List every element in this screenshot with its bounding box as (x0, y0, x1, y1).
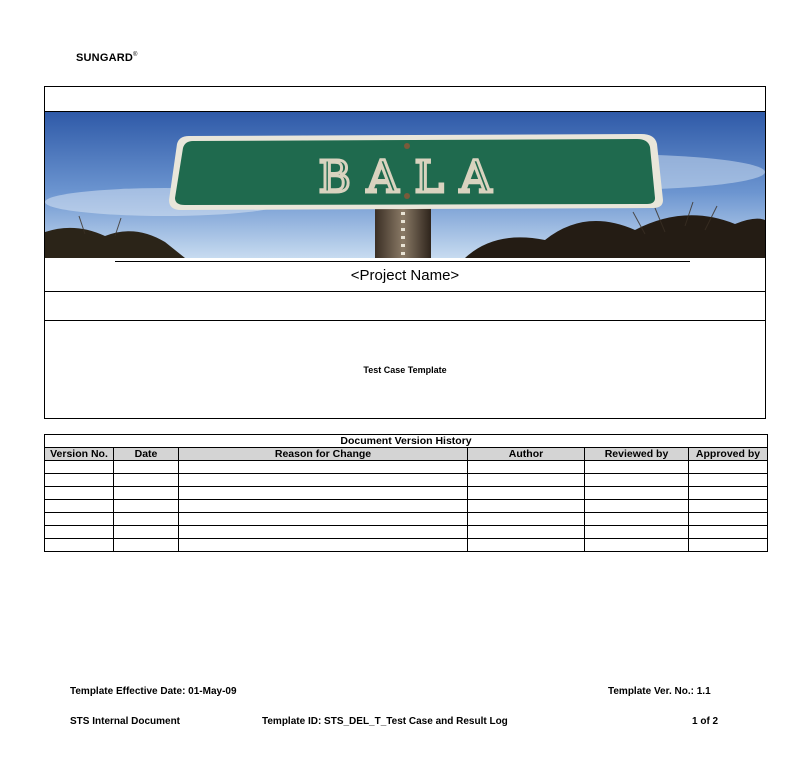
cover-divider (45, 291, 765, 292)
table-cell (689, 500, 768, 513)
table-cell (179, 474, 468, 487)
sign-lettering: BALA (318, 152, 508, 203)
table-cell (179, 526, 468, 539)
table-cell (689, 461, 768, 474)
table-cell (585, 487, 689, 500)
table-cell (45, 513, 114, 526)
page-number: 1 of 2 (692, 716, 719, 727)
table-cell (179, 487, 468, 500)
template-version: Template Ver. No.: 1.1 (608, 686, 711, 697)
table-cell (468, 461, 585, 474)
table-cell (689, 487, 768, 500)
table-cell (689, 474, 768, 487)
column-header: Author (468, 448, 585, 461)
table-row (45, 474, 768, 487)
table-cell (468, 526, 585, 539)
table-cell (179, 513, 468, 526)
column-header: Version No. (45, 448, 114, 461)
project-name: <Project Name> (350, 267, 460, 284)
column-header: Date (114, 448, 179, 461)
table-cell (585, 500, 689, 513)
road-sign-photo (45, 112, 765, 258)
table-cell (585, 461, 689, 474)
column-header: Reviewed by (585, 448, 689, 461)
template-id: Template ID: STS_DEL_T_Test Case and Result Log (262, 716, 508, 727)
cover-top-strip (45, 87, 765, 112)
version-history-title: Document Version History (45, 435, 768, 448)
table-cell (114, 500, 179, 513)
table-cell (689, 526, 768, 539)
table-row (45, 539, 768, 552)
column-header: Approved by (689, 448, 768, 461)
version-history-body (45, 461, 768, 552)
table-row (45, 513, 768, 526)
table-cell (45, 474, 114, 487)
cover-frame (44, 86, 766, 419)
table-cell (468, 539, 585, 552)
table-cell (45, 539, 114, 552)
template-effective-date: Template Effective Date: 01-May-09 (70, 686, 237, 697)
sungard-logo: SUNGARD® (76, 52, 138, 64)
table-cell (114, 526, 179, 539)
table-cell (468, 513, 585, 526)
registered-mark: ® (133, 52, 138, 58)
column-header: Reason for Change (179, 448, 468, 461)
table-cell (45, 487, 114, 500)
table-cell (45, 461, 114, 474)
internal-document-label: STS Internal Document (70, 716, 181, 727)
table-row (45, 526, 768, 539)
table-cell (468, 487, 585, 500)
table-cell (114, 539, 179, 552)
table-cell (468, 500, 585, 513)
table-row (45, 500, 768, 513)
document-title: Test Case Template (363, 365, 447, 375)
table-row (45, 487, 768, 500)
table-cell (585, 539, 689, 552)
table-cell (585, 513, 689, 526)
table-cell (45, 500, 114, 513)
table-cell (468, 474, 585, 487)
table-cell (114, 461, 179, 474)
table-cell (585, 526, 689, 539)
table-cell (45, 526, 114, 539)
table-cell (179, 500, 468, 513)
version-history-header (45, 448, 768, 461)
table-row (45, 461, 768, 474)
version-history-table (44, 434, 768, 552)
cover-divider (45, 320, 765, 321)
table-cell (689, 513, 768, 526)
table-cell (179, 461, 468, 474)
project-name-rule (115, 261, 690, 262)
table-cell (179, 539, 468, 552)
table-cell (689, 539, 768, 552)
cover-photo (45, 112, 765, 258)
table-cell (114, 513, 179, 526)
table-cell (114, 487, 179, 500)
table-cell (114, 474, 179, 487)
table-cell (585, 474, 689, 487)
